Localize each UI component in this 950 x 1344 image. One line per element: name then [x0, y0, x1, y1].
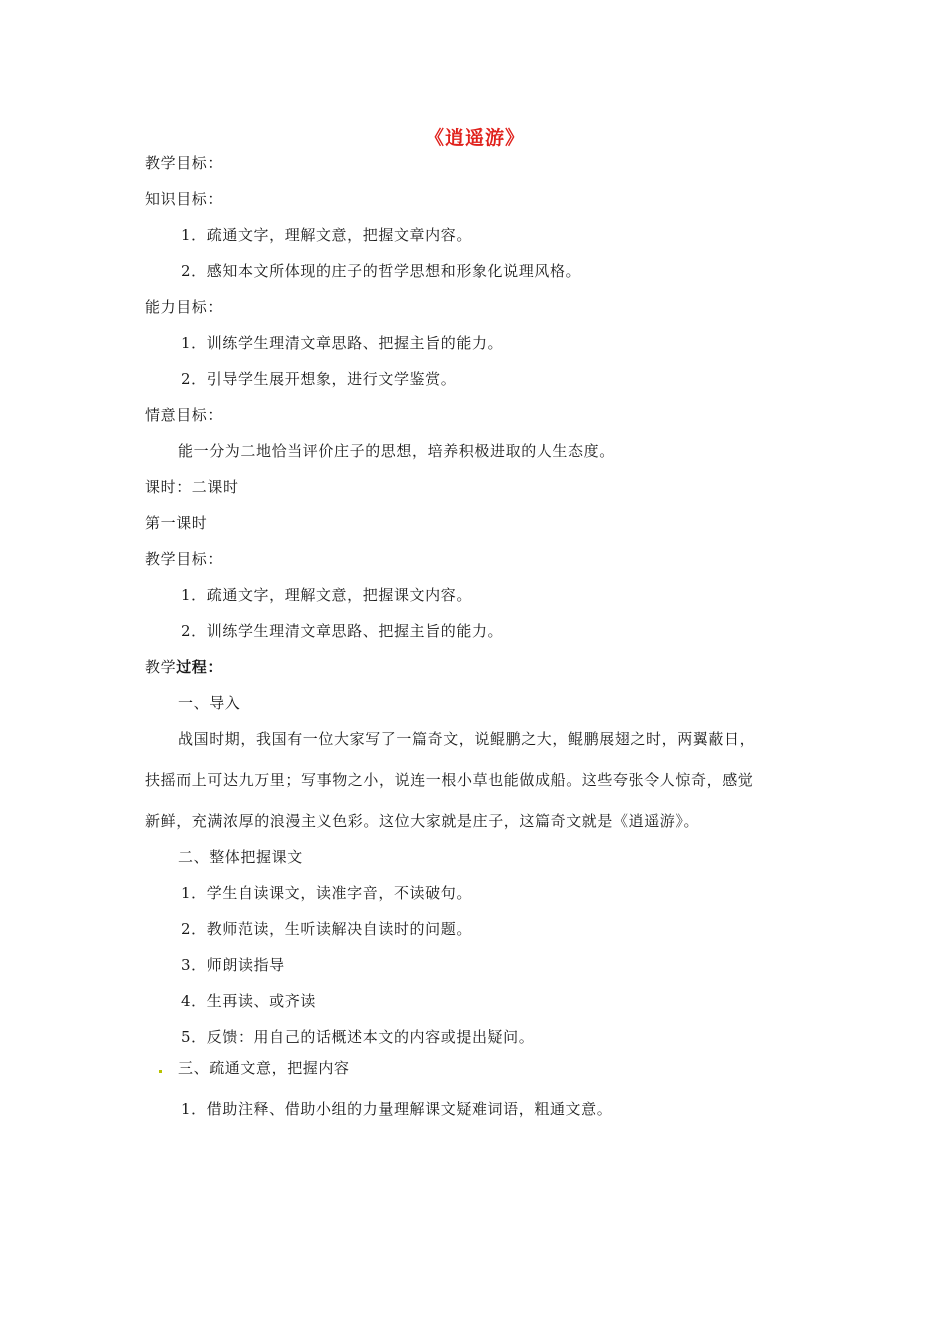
paragraph: 战国时期，我国有一位大家写了一篇奇文，说鲲鹏之大，鲲鹏展翅之时，两翼蔽日，	[178, 730, 756, 748]
list-item: 1．疏通文字，理解文意，把握文章内容。	[181, 226, 472, 244]
heading-text: 教学	[145, 658, 177, 676]
heading-teaching-goals: 教学目标：	[145, 550, 224, 568]
paragraph: 能一分为二地恰当评价庄子的思想，培养积极进取的人生态度。	[178, 442, 615, 460]
paragraph: 扶摇而上可达九万里；写事物之小，说连一根小草也能做成船。这些夸张令人惊奇，感觉	[145, 771, 754, 789]
heading-affective-goals: 情意目标：	[145, 406, 224, 424]
section-heading-comprehension: 三、疏通文意，把握内容	[178, 1059, 350, 1077]
list-item: 5．反馈：用自己的话概述本文的内容或提出疑问。	[181, 1028, 535, 1046]
class-hours: 课时：二课时	[145, 478, 239, 496]
heading-ability-goals: 能力目标：	[145, 298, 224, 316]
list-item: 1．借助注释、借助小组的力量理解课文疑难词语，粗通文意。	[181, 1100, 613, 1118]
section-heading-intro: 一、导入	[178, 694, 241, 712]
list-item: 2．训练学生理清文章思路、把握主旨的能力。	[181, 622, 504, 640]
list-item: 2．感知本文所体现的庄子的哲学思想和形象化说理风格。	[181, 262, 582, 280]
paragraph: 新鲜，充满浓厚的浪漫主义色彩。这位大家就是庄子，这篇奇文就是《逍遥游》。	[145, 812, 700, 830]
heading-teaching-process	[145, 657, 223, 677]
heading-knowledge-goals: 知识目标：	[145, 190, 224, 208]
list-item: 2．引导学生展开想象，进行文学鉴赏。	[181, 370, 457, 388]
list-item: 1．训练学生理清文章思路、把握主旨的能力。	[181, 334, 504, 352]
list-item: 3．师朗读指导	[181, 956, 285, 974]
bullet-mark	[159, 1070, 162, 1073]
heading-first-lesson: 第一课时	[145, 514, 208, 532]
list-item: 2．教师范读，生听读解决自读时的问题。	[181, 920, 472, 938]
section-heading-overview: 二、整体把握课文	[178, 848, 303, 866]
heading-teaching-goals: 教学目标：	[145, 154, 224, 172]
document-title: 《逍遥游》	[424, 127, 525, 149]
list-item: 1．学生自读课文，读准字音，不读破句。	[181, 884, 472, 902]
list-item: 1．疏通文字，理解文意，把握课文内容。	[181, 586, 472, 604]
list-item: 4．生再读、或齐读	[181, 992, 316, 1010]
heading-text-bold: 过程：	[176, 658, 224, 676]
